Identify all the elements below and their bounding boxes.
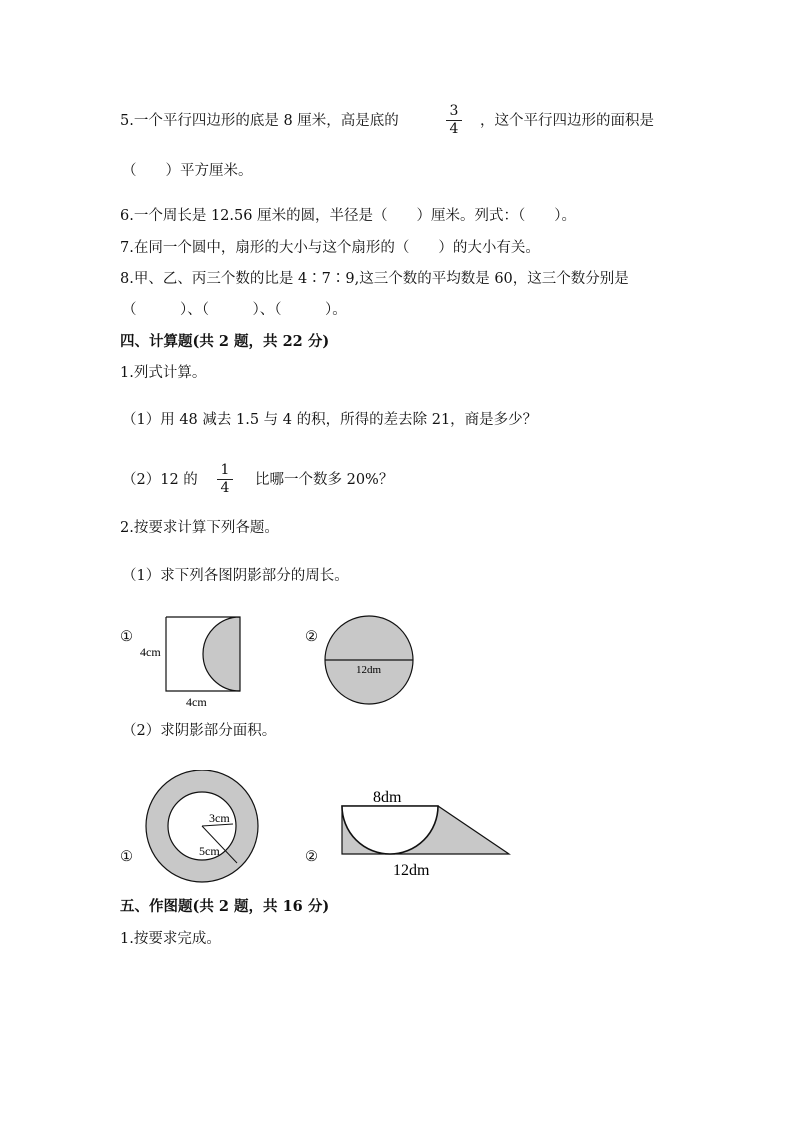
fig4-bottom-label: 12dm bbox=[393, 862, 430, 879]
fig3-ring bbox=[141, 770, 261, 884]
fig4-trapezoid bbox=[323, 782, 511, 882]
q5-line2: （ ）平方厘米。 bbox=[122, 163, 253, 179]
q6: 6.一个周长是 12.56 厘米的圆，半径是（ ）厘米。列式：（ ）。 bbox=[120, 208, 577, 224]
s4-p1-fraction bbox=[217, 463, 233, 496]
q7: 7.在同一个圆中，扇形的大小与这个扇形的（ ）的大小有关。 bbox=[120, 240, 540, 256]
s4-p1-fraction-numerator: 1 bbox=[220, 462, 230, 478]
s4-p1-sub2-after: 比哪一个数多 20%？ bbox=[255, 472, 394, 488]
fig4-top-label: 8dm bbox=[373, 789, 402, 806]
s4-p1-sub2-before: （2）12 的 bbox=[122, 472, 198, 488]
q5-line1-after: ，这个平行四边形的面积是 bbox=[480, 113, 654, 129]
s4-p2-title: 2.按要求计算下列各题。 bbox=[120, 520, 279, 536]
s4-p1-fraction-denominator: 4 bbox=[220, 480, 230, 496]
fig1-bottom-label: 4cm bbox=[186, 695, 207, 709]
s5-p1: 1.按要求完成。 bbox=[120, 931, 221, 947]
section4-title: 四、计算题(共 2 题，共 22 分) bbox=[120, 333, 330, 350]
fig3-outer-label: 5cm bbox=[199, 844, 220, 858]
fig1-marker: ① bbox=[120, 629, 133, 645]
q5-line1-before: 5.一个平行四边形的底是 8 厘米，高是底的 bbox=[120, 113, 399, 129]
fig3-inner-label: 3cm bbox=[209, 811, 230, 825]
fig2-marker: ② bbox=[305, 629, 318, 645]
fig3-marker: ① bbox=[120, 849, 133, 865]
fig1-shaded-region bbox=[166, 617, 240, 691]
fig1-square-semicircle bbox=[136, 610, 248, 710]
s4-p1-sub1: （1）用 48 减去 1.5 与 4 的积，所得的差去除 21，商是多少？ bbox=[122, 412, 538, 428]
s4-p2-sub1: （1）求下列各图阴影部分的周长。 bbox=[122, 568, 349, 584]
s4-p1-title: 1.列式计算。 bbox=[120, 365, 207, 381]
q8-line2: （ ）、（ ）、（ ）。 bbox=[122, 302, 347, 318]
section5-title: 五、作图题(共 2 题，共 16 分) bbox=[120, 898, 330, 915]
fig1-side-label: 4cm bbox=[140, 645, 161, 659]
fig2-diameter-label: 12dm bbox=[356, 664, 382, 676]
q5-fraction bbox=[446, 104, 462, 137]
s4-p2-sub2: （2）求阴影部分面积。 bbox=[122, 723, 277, 739]
q8-line1: 8.甲、乙、丙三个数的比是 4∶7∶9,这三个数的平均数是 60，这三个数分别是 bbox=[120, 271, 629, 287]
q5-fraction-numerator: 3 bbox=[449, 103, 459, 119]
fig4-marker: ② bbox=[305, 849, 318, 865]
q5-fraction-denominator: 4 bbox=[449, 121, 459, 137]
fig2-circle bbox=[322, 614, 416, 706]
